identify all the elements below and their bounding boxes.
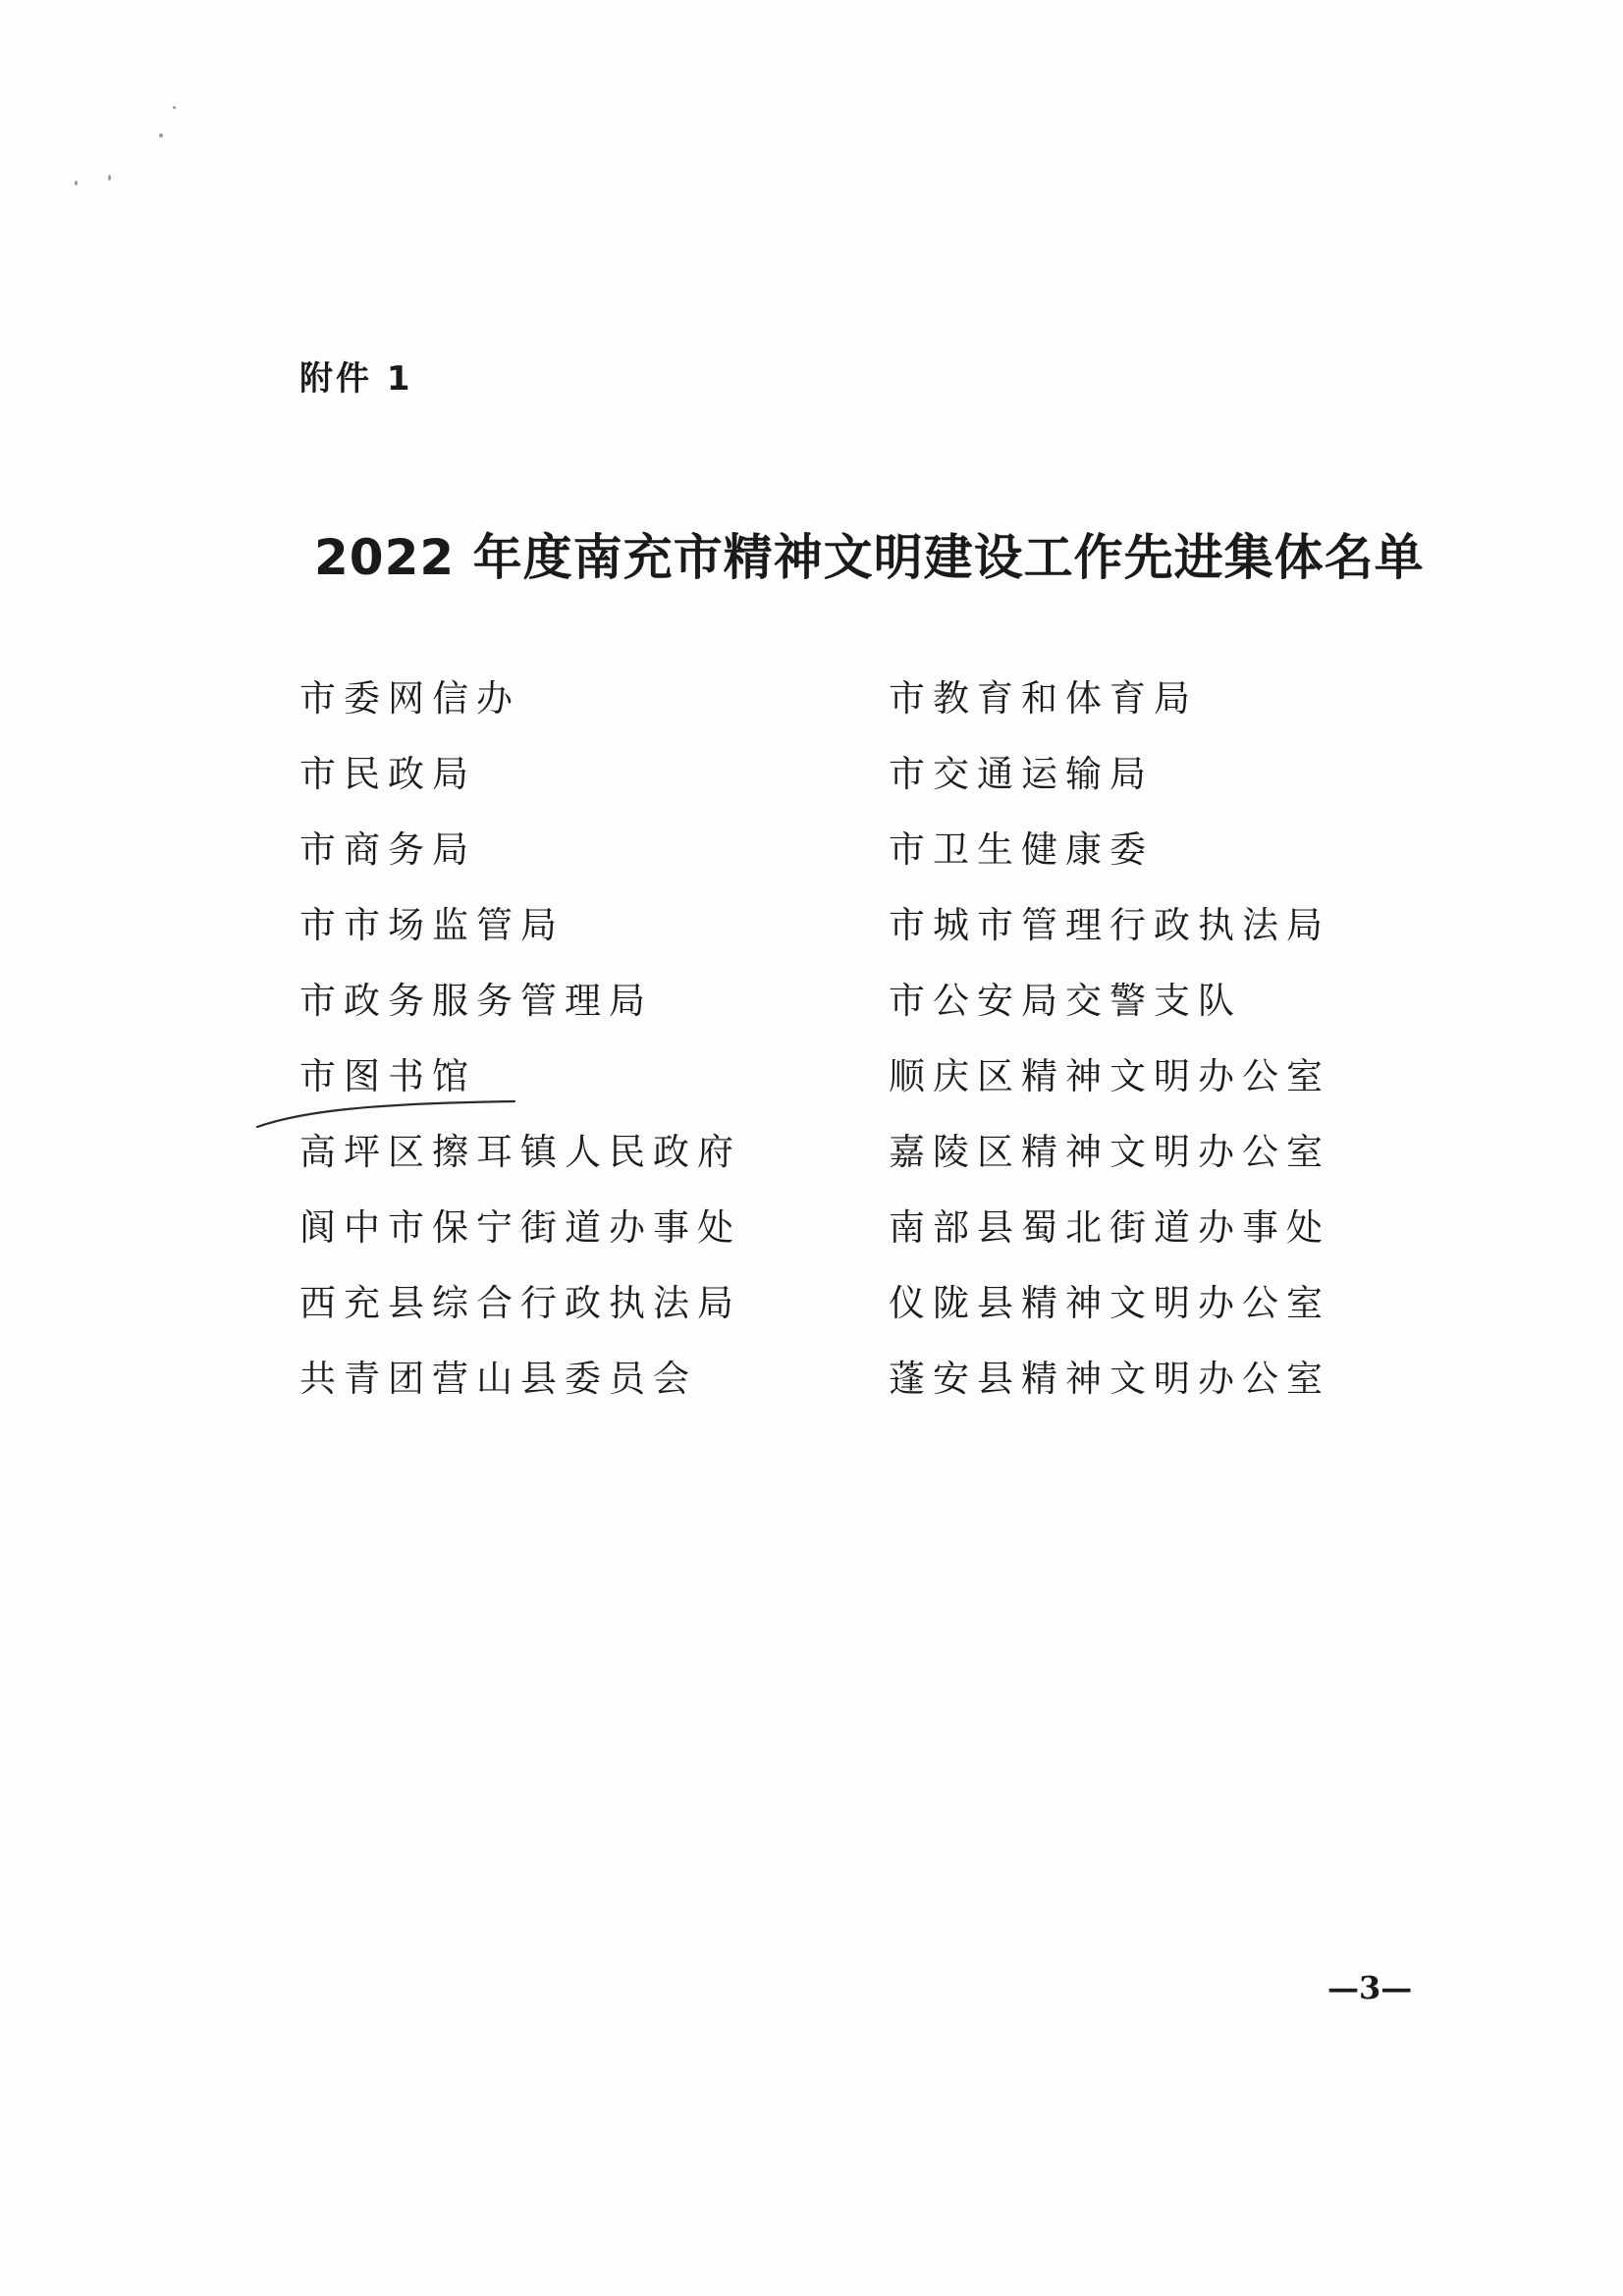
scan-speck bbox=[159, 133, 163, 137]
list-item: 市卫生健康委 bbox=[889, 828, 1154, 871]
list-item: 仪陇县精神文明办公室 bbox=[889, 1282, 1330, 1324]
list-item: 市交通运输局 bbox=[889, 753, 1154, 795]
document-title: 2022 年度南充市精神文明建设工作先进集体名单 bbox=[314, 529, 1425, 586]
page-number: —3— bbox=[1327, 1969, 1413, 2006]
unit-list-right bbox=[889, 671, 1330, 1427]
attachment-label: 附件 1 bbox=[299, 359, 413, 399]
list-item: 西充县综合行政执法局 bbox=[299, 1282, 741, 1324]
handwritten-pen-stroke bbox=[253, 1097, 518, 1137]
list-item: 嘉陵区精神文明办公室 bbox=[889, 1131, 1330, 1173]
list-item: 阆中市保宁街道办事处 bbox=[299, 1206, 741, 1249]
list-item: 市图书馆 bbox=[299, 1055, 476, 1097]
scan-speck bbox=[108, 175, 111, 181]
list-item: 南部县蜀北街道办事处 bbox=[889, 1206, 1330, 1249]
scan-speck bbox=[173, 106, 176, 109]
list-item: 顺庆区精神文明办公室 bbox=[889, 1055, 1330, 1097]
list-item: 市委网信办 bbox=[299, 677, 520, 720]
scan-speck bbox=[75, 181, 78, 186]
list-item: 高坪区擦耳镇人民政府 bbox=[299, 1131, 741, 1173]
list-item: 市市场监管局 bbox=[299, 904, 565, 946]
list-item: 市商务局 bbox=[299, 828, 476, 871]
list-item: 共青团营山县委员会 bbox=[299, 1358, 697, 1400]
list-item: 市城市管理行政执法局 bbox=[889, 904, 1330, 946]
list-item: 市教育和体育局 bbox=[889, 677, 1198, 720]
list-item: 市公安局交警支队 bbox=[889, 980, 1242, 1022]
list-item: 市政务服务管理局 bbox=[299, 980, 653, 1022]
unit-list-left bbox=[299, 671, 741, 1427]
list-item: 市民政局 bbox=[299, 753, 476, 795]
list-item: 蓬安县精神文明办公室 bbox=[889, 1358, 1330, 1400]
